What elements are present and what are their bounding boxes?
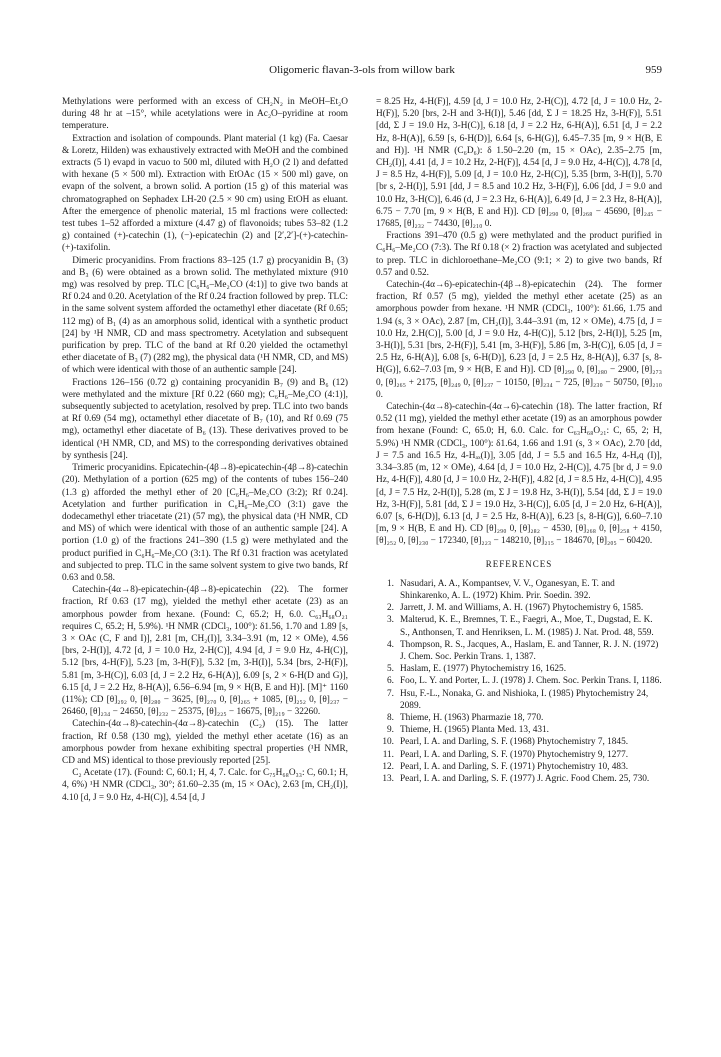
reference-item — [376, 749, 662, 761]
paragraph: Catechin-(4α→8)-catechin-(4α→8)-catechin (C₂) (15). The latter fraction, Rf 0.58 (130 mg), yielded the methyl ether acetate (16) as an amorphous powder from hexane exhibiting spectral properties (¹H NMR, CD and MS) identical to those previously reported [25]. — [62, 719, 348, 766]
reference-number: 3. — [387, 615, 394, 626]
reference-text: Thieme, H. (1965) Planta Med. 13, 431. — [400, 725, 549, 736]
reference-number: 9. — [387, 725, 394, 736]
reference-item — [376, 578, 662, 602]
paragraph: Trimeric procyanidins. Epicatechin-(4β→8)-epicatechin-(4β→8)-catechin (20). Methylation of a portion (625 mg) of the contents of tubes 156–240 (1.3 g) afforded the methyl ether of 20 [C₆H₆–Me₂CO (3:2); Rf 0.24]. Acetylation and further purification in C₆H₆–Me₂CO (3:1) gave the dodecamethyl ether triacetate (21) (57 mg), the physical data (¹H NMR, CD and MS) of which were identical with those of an authentic sample [24]. A portion (1.0 g) of the fractions 241–390 (1.5 g) were methylated and the product purified in C₆H₆–Me₂CO (3:1). The Rf 0.31 fraction was acetylated and subjected to prep. TLC in the same solvent system to give two bands, Rf 0.63 and 0.58. — [62, 463, 348, 583]
left-column — [62, 96, 348, 804]
reference-text: Foo, L. Y. and Porter, L. J. (1978) J. Chem. Soc. Perkin Trans. I, 1186. — [400, 676, 662, 687]
page-header — [62, 64, 662, 78]
paragraph: Methylations were performed with an excess of CH₂N₂ in MeOH–Et₂O during 48 hr at –15°, while acetylations were in Ac₂O–pyridine at room temperature. — [62, 97, 348, 132]
reference-item — [376, 675, 662, 687]
paragraph: Extraction and isolation of compounds. Plant material (1 kg) (Fa. Caesar & Loretz, Hilden) was exhaustively extracted with MeOH and the combined extracts (5 l) evapd in vacuo to 500 ml, diluted with H₂O (2 l) and defatted with hexane (5 × 500 ml). Extraction with EtOAc (15 × 500 ml) gave, on evapn of the solvent, a brown solid. A portion (15 g) of this material was chromatographed on Sephadex LH-20 (2.5 × 90 cm) using EtOH as eluant. After the emergence of phenolic material, 15 ml fractions were collected: test tubes 1–52 afforded a mixture (4.47 g) of flavonoids; tubes 53–82 (1.2 g) contained (+)-catechin (1), (−)-epicatechin (2) and [2′,2′]-(+)-catechin-(+)-taxifolin. — [62, 133, 348, 254]
paragraph: Catechin-(4α→8)-catechin-(4α→6)-catechin (18). The latter fraction, Rf 0.52 (11 mg), yielded the methyl ether acetate (19) as an amorphous powder from hexane (Found: C, 65.0; H, 6.0. Calc. for C₆₃H₆₈O₂₁: C, 65, 2; H, 5.9%) ¹H NMR (CDCl₃, 100°): δ1.64, 1.66 and 1.91 (s, 3 × OAc), 2.70 [dd, J = 7.5 and 16.5 Hz, 4-Hₐₓ(I)], 3.05 [dd, J = 5.5 and 16.5 Hz, 4-Hₑq (I)], 3.34–3.85 (m, 12 × OMe), 4.64 [d, J = 10.0 Hz, 2-H(C)], 4.75 [br d, J = 9.0 Hz, 4-H(F)], 4.80 [d, J = 10.0 Hz, 2-H(F)], 4.82 [d, J = 8.5 Hz, 4-H(C)], 4.95 [d, J = 7.5 Hz, 2-H(I)], 5.28 (m, Σ J = 19.8 Hz, 3-H(I)], 5.54 [dd, Σ J = 19.0 Hz, 3-H(F)], 5.81 [dd, Σ J = 19.0 Hz, 3-H(C)], 6.05 [d, J = 2.0 Hz, 6-H(A)], 6.07 [s, 6-H(D)], 6.13 [d, J = 2.5 Hz, 8-H(A)], 6.23 [s, 8-H(G)], 6.60–7.10 [m, 9 × H(B, E and H). CD [θ]₂₉₀ 0, [θ]₂₈₂ − 4530, [θ]₂₆₈ 0, [θ]₂₅₈ + 4150, [θ]₂₅₂ 0, [θ]₂₃₀ − 172340, [θ]₂₂₃ − 148210, [θ]₂₁₅ − 184670, [θ]₂₀₅ − 60420. — [376, 402, 662, 547]
running-title: Oligomeric flavan-3-ols from willow bark — [269, 64, 455, 76]
reference-text: Malterud, K. E., Bremnes, T. E., Faegri, A., Moe, T., Dugstad, E. K. S., Anthonsen, T. and Henriksen, L. M. (1985) J. Nat. Prod. 48, 559. — [400, 615, 654, 638]
reference-number: 10. — [382, 737, 394, 748]
reference-number: 12. — [382, 761, 394, 772]
reference-text: Pearl, I. A. and Darling, S. F. (1971) Phytochemistry 10, 483. — [400, 761, 629, 772]
reference-item — [376, 639, 662, 663]
reference-text: Pearl, I. A. and Darling, S. F. (1977) J. Agric. Food Chem. 25, 730. — [400, 773, 650, 784]
references-heading: REFERENCES — [485, 558, 553, 569]
paragraph: Fractions 126–156 (0.72 g) containing procyanidin B₇ (9) and B₆ (12) were methylated and the mixture [Rf 0.22 (660 mg); C₆H₆–Me₂CO (4:1)], subsequently subjected to acetylation, resolved by prep. TLC into two bands at Rf 0.69 (54 mg), octamethyl ether diacetate of B₇ (10), and Rf 0.69 (75 mg), octamethyl ether diacetate of B₆ (13). These derivatives proved to be identical (¹H NMR, CD, and MS) to the corresponding derivatives obtained by synthesis [24]. — [62, 377, 348, 461]
paragraph: Dimeric procyanidins. From fractions 83–125 (1.7 g) procyanidin B₁ (3) and B₃ (6) were obtained as a brown solid. The methylated mixture (910 mg) was resolved by prep. TLC [C₆H₆–Me₂CO (4:1)] to give two bands at Rf 0.24 and 0.20. Acetylation of the Rf 0.24 fraction followed by prep. TLC: in the same solvent system afforded the octamethyl ether diacetate (Rf 0.65; 112 mg) of B₁ (4) as an amorphous solid, identical with a synthetic product [24] by ¹H NMR, CD and mass spectrometry. Acetylation and subsequent purification by prep. TLC of the band at Rf 0.20 yielded the octamethyl ether diacetate of B₃ (7) (282 mg), the physical data (¹H NMR, CD, and MS) of which were identical with those of an authentic sample [24]. — [62, 255, 348, 376]
reference-item — [376, 688, 662, 712]
right-column — [376, 96, 662, 785]
paragraph: C₂ Acetate (17). (Found: C, 60.1; H, 4, 7. Calc. for C₇₅H₆₈O₃₃: C, 60.1; H, 4, 6%) ¹H NMR (CDCl₃, 30°; δ1.60–2.35 (m, 15 × OAc), 2.63 [m, CH₂(I)], 4.10 [d, J = 9.0 Hz, 4-H(C)], 4.54 [d, J — [62, 768, 348, 803]
reference-text: Nasudari, A. A., Kompantsev, V. V., Oganesyan, E. T. and Shinkarenko, A. L. (1972) Khim. Prir. Soedin. 392. — [400, 578, 615, 601]
reference-text: Pearl, I. A. and Darling, S. F. (1968) Phytochemistry 7, 1845. — [400, 737, 629, 748]
reference-number: 11. — [382, 749, 394, 760]
reference-item — [376, 663, 662, 675]
reference-item — [376, 614, 662, 638]
reference-number: 8. — [387, 712, 394, 723]
reference-item — [376, 736, 662, 748]
reference-item — [376, 602, 662, 614]
reference-item — [376, 712, 662, 724]
reference-number: 4. — [387, 639, 394, 650]
reference-text: Haslam, E. (1977) Phytochemistry 16, 1625. — [400, 664, 567, 675]
page-number: 959 — [645, 64, 662, 76]
reference-item — [376, 761, 662, 773]
reference-number: 5. — [387, 664, 394, 675]
reference-text: Pearl, I. A. and Darling, S. F. (1970) Phytochemistry 9, 1277. — [400, 749, 629, 760]
right-column-paragraphs — [376, 96, 662, 548]
reference-text: Hsu, F.-L., Nonaka, G. and Nishioka, I. (1985) Phytochemistry 24, 2089. — [400, 688, 649, 711]
reference-item — [376, 724, 662, 736]
references-list — [376, 578, 662, 785]
reference-number: 6. — [387, 676, 394, 687]
reference-text: Thieme, H. (1963) Pharmazie 18, 770. — [400, 712, 544, 723]
reference-number: 1. — [387, 578, 394, 589]
reference-number: 13. — [382, 773, 394, 784]
reference-item — [376, 773, 662, 785]
paragraph: Catechin-(4α→8)-epicatechin-(4β→8)-epicatechin (22). The former fraction, Rf 0.63 (17 mg), yielded the methyl ether acetate (23) as an amorphous powder from hexane. (Found: C, 65.2; H, 6.0. C₆₃H₆₈O₂₁ requires C, 65.2; H, 5.9%). ¹H NMR (CDCl₃, 100°): δ1.56, 1.70 and 1.89 [s, 3 × OAc (C, F and I)], 2.81 [m, CH₂(I)], 3.34–3.91 (m, 12 × OMe), 4.56 [brs, 2-H(I)], 4.72 [d, J = 10.0 Hz, 2-H(C)], 4.94 [d, J = 9.0 Hz, 4-H(C)], 5.12 [brs, 4-H(F)], 5.23 [m, 3-H(F)], 5.32 [m, 3-H(I)], 5.34 [brs, 2-H(F)], 5.81 [m, 3-H(C)], 6.03 [d, J = 2.2 Hz, 6-H(A)], 6.09 [s, 2 × 6-H(D and G)], 6.15 [d, J = 2.2 Hz, 8-H(A)], 6.56–6.94 [m, 9 × H(B, E and H)]. [M]⁺ 1160 (11%); CD [θ]₂₉₂ 0, [θ]₂₈₀ − 3625, [θ]₂₇₀ 0, [θ]₂₆₅ + 1085, [θ]₂₅₂ 0, [θ]₂₃₇ − 26460, [θ]₂₃₄ − 24650, [θ]₂₃₂ − 25375, [θ]₂₂₅ − 16675, [θ]₂₁₉ − 32260. — [62, 585, 348, 718]
reference-number: 2. — [387, 603, 394, 614]
paragraph: Catechin-(4α→6)-epicatechin-(4β→8)-epicatechin (24). The former fraction, Rf 0.57 (5 mg), yielded the methyl ether acetate (25) as an amorphous powder from hexane. ¹H NMR (CDCl₃, 100°): δ1.66, 1.75 and 1.94 (s, 3 × OAc), 2.87 [m, CH₂(I)], 3.44–3.91 (m, 12 × OMe), 4.75 [d, J = 10.0 Hz, 2.H(C)], 5.00 [d, J = 9.0 Hz, 4-H(C)], 5.12 [brs, 2-H(I)], 5.25 [m, 3-H(I)], 5.31 [brs, 2-H(F)], 5.41 [m, 3-H(F)], 5.86 [m, 3-H(C)], 6.05 [d, J = 2.5 Hz, 6-H(A)], 6.08 [s, 6-H(D)], 6.23 [d, J = 2.5 Hz, 8-H(A)], 6.37 [s, 8-H(G)], 6.62–7.03 [m, 9 × H(B, E and H)]. CD [θ]₂₉₀ 0, [θ]₂₈₀ − 2900, [θ]₂₇₃ 0, [θ]₂₆₅ + 2175, [θ]₂₄₉ 0, [θ]₂₃₇ − 10150, [θ]₂₃₄ − 725, [θ]₂₃₀ − 50750, [θ]₂₁₀ 0. — [376, 280, 662, 400]
reference-text: Jarrett, J. M. and Williams, A. H. (1967) Phytochemistry 6, 1585. — [400, 603, 644, 614]
reference-number: 7. — [387, 688, 394, 699]
paragraph: Fractions 391–470 (0.5 g) were methylated and the product purified in C₆H₆–Me₂CO (7:3). The Rf 0.18 (× 2) fraction was acetylated and subjected to prep. TLC in dichloroethane–Me₂CO (9:1; × 2) to give two bands, Rf 0.57 and 0.52. — [376, 231, 662, 278]
reference-text: Thompson, R. S., Jacques, A., Haslam, E. and Tanner, R. J. N. (1972) J. Chem. Soc. Perkin Trans. 1, 1387. — [400, 639, 659, 662]
paragraph: = 8.25 Hz, 4-H(F)], 4.59 [d, J = 10.0 Hz, 2-H(C)], 4.72 [d, J = 10.0 Hz, 2-H(F)], 5.20 [brs, 2-H and 3-H(I)], 5.46 [dd, Σ J = 18.25 Hz, 3-H(F)], 5.51 [dd, Σ J = 19.0 Hz, 3-H(C)], 6.18 [d, J = 2.2 Hz, 6-H(A)], 6.51 [d, J = 2.2 Hz, 8-H(A)], 6.59 [s, 6-H(D)], 6.64 [s, 6-H(G)], 6.45–7.35 [m, 9 × H(B, E and H)]. ¹H NMR (C₆D₆): δ 1.50–2.20 (m, 15 × OAc), 2.35–2.75 [m, CH₂(I)], 4.41 [d, J = 10.2 Hz, 2-H(F)], 4.54 [d, J = 9.0 Hz, 4-H(C)], 4.78 [d, J = 8.5 Hz, 4-H(F)], 5.09 [d, J = 10.0 Hz, 2-H(C)], 5.35 [brm, 3-H(I)], 5.70 [br s, 2-H(I)], 5.91 [dd, J = 8.5 and 10.2 Hz, 3-H(F)], 6.06 [dd, J = 9.0 and 10.0 Hz, 3-H(C)], 6.46 (d, J = 2.3 Hz, 6-H(A)], 6.49 [d, J = 2.3 Hz, 8-H(A)], 6.75 − 7.70 [m, 9 × H(B, E and H)]. CD [θ]₂₉₀ 0, [θ]₂₆₈ − 45690, [θ]₂₄₅ − 17685, [θ]₂₃₂ − 74430, [θ]₂₁₀ 0. — [376, 97, 662, 230]
